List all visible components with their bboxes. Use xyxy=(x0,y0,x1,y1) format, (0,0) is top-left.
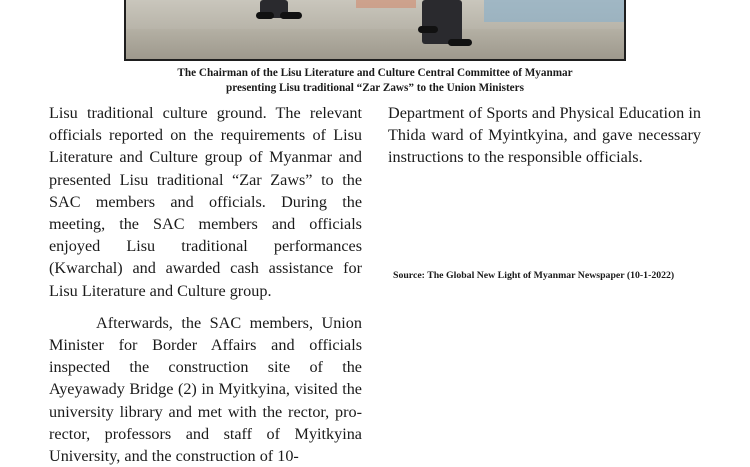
article-paragraph: Department of Sports and Physical Education in Thida ward of Myintkyina, and gave necessary instructions to the responsible officials. xyxy=(388,104,701,167)
person-figure xyxy=(422,0,462,44)
photo-caption xyxy=(124,66,626,96)
caption-line-2: presenting Lisu traditional “Zar Zaws” to the Union Ministers xyxy=(226,82,524,94)
news-photo xyxy=(124,0,626,61)
article-paragraph: Lisu traditional culture ground. The relevant officials reported on the requirements of Lisu Literature and Culture group of Myanmar and presented Lisu traditional “Zar Zaws” to the SAC members and officials. During the meeting, the SAC members and officials enjoyed Lisu traditional performances (Kwarchal) and awarded cash assistance for Lisu Literature and Culture group. xyxy=(49,104,362,300)
article-column-left xyxy=(49,102,362,467)
source-credit: Source: The Global New Light of Myanmar Newspaper (10-1-2022) xyxy=(393,270,675,281)
article-paragraph: Afterwards, the SAC members, Union Minister for Border Affairs and officials inspected the construction site of the Ayeyawady Bridge (2) in Myitkyina, visited the university library and met with the rector, pro-rector, professors and staff of Myitkyina University, and the construction of 10- xyxy=(49,313,362,466)
article-column-right xyxy=(388,102,701,169)
caption-line-1: The Chairman of the Lisu Literature and Culture Central Committee of Myanmar xyxy=(177,67,573,79)
